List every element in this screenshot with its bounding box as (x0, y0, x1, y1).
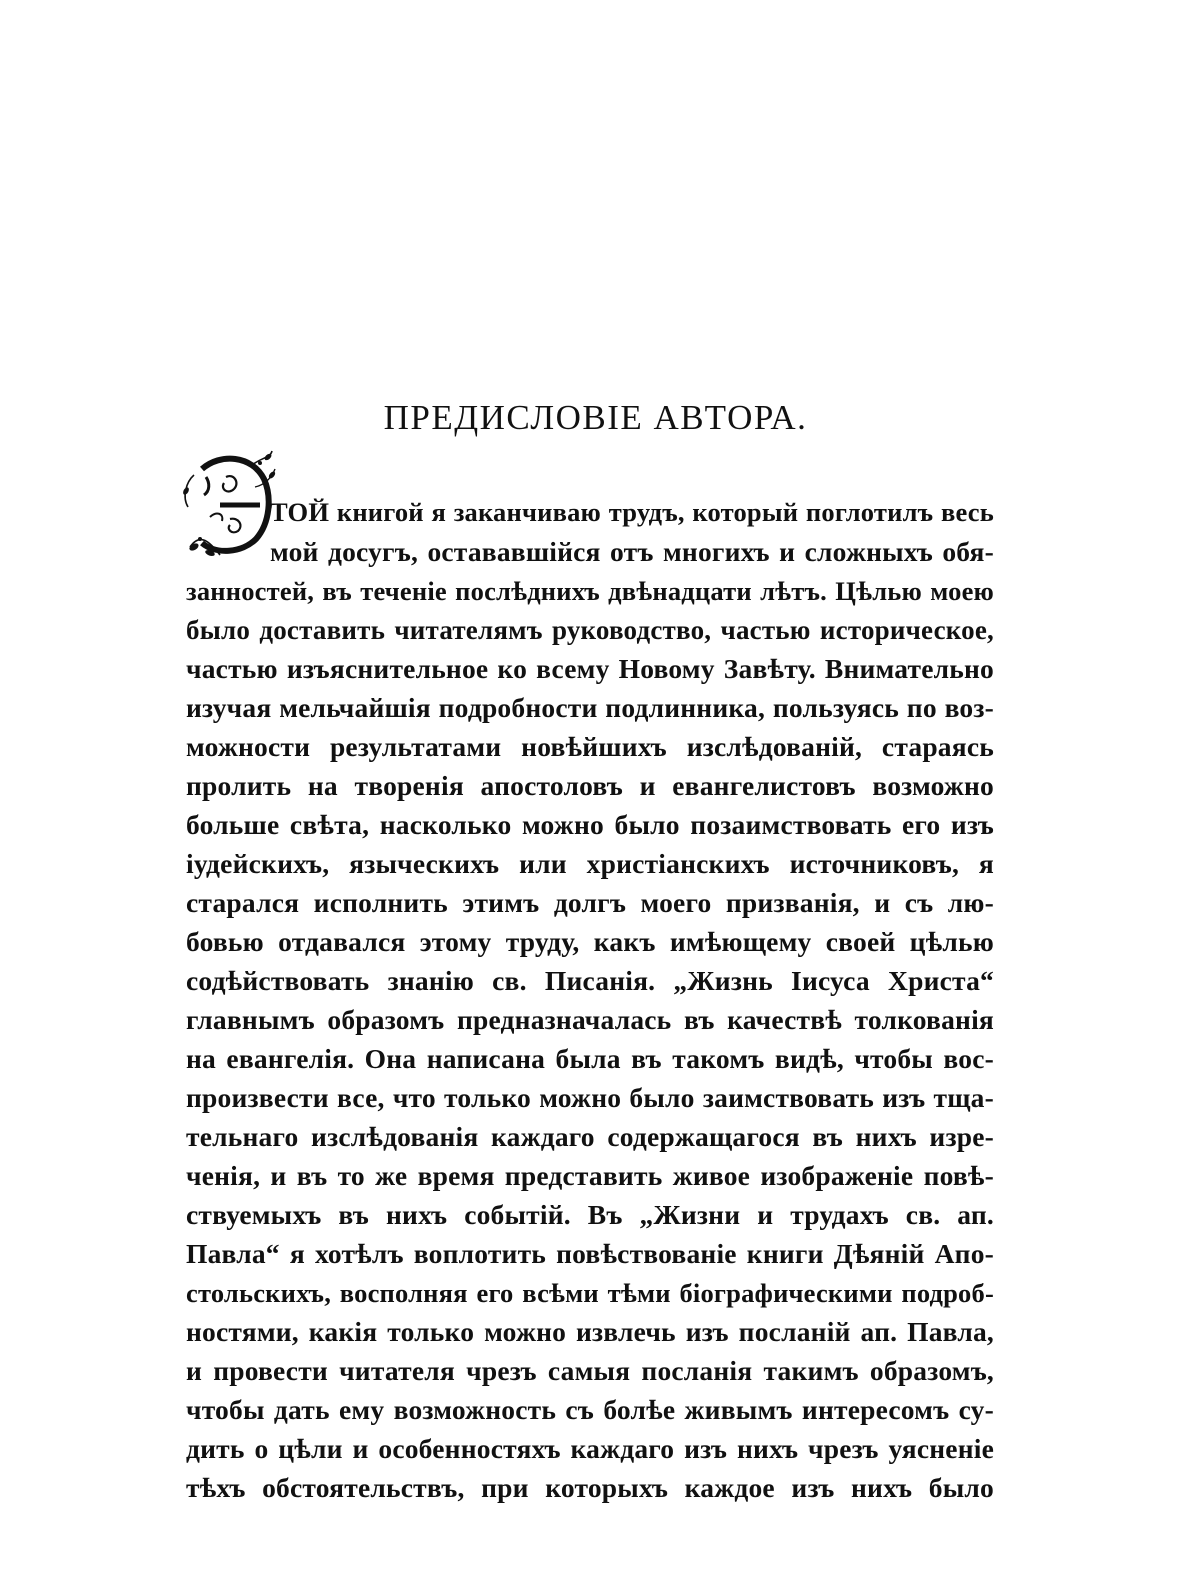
body-line: ностями, какія только можно извлечь изъ посланій ап. Павла, (186, 1316, 994, 1347)
page-title: ПРЕДИСЛОВІЕ АВТОРА. (383, 398, 808, 437)
body-line: ТОЙ книгой я заканчиваю трудъ, который поглотилъ весь (270, 497, 994, 527)
body-line: больше свѣта, насколько можно было позаимствовать его изъ (186, 809, 994, 840)
body-line: содѣйствовать знанію св. Писанія. „Жизнь Іисуса Христа“ (186, 965, 994, 996)
body-line: стольскихъ, восполняя его всѣми тѣми біографическими подроб- (186, 1278, 994, 1308)
body-line: частью изъяснительное ко всему Новому Завѣту. Внимательно (186, 653, 994, 684)
body-line: главнымъ образомъ предназначалась въ качествѣ толкованія (186, 1004, 994, 1035)
body-line: на евангелія. Она написана была въ такомъ видѣ, чтобы вос- (186, 1043, 994, 1074)
ornamental-initial-icon (180, 447, 278, 561)
body-line: ствуемыхъ въ нихъ событій. Въ „Жизни и трудахъ св. ап. (186, 1199, 994, 1230)
body-line: чтобы дать ему возможность съ болѣе живымъ интересомъ су- (186, 1394, 994, 1425)
body-line: занностей, въ теченіе послѣднихъ двѣнадцати лѣтъ. Цѣлью моею (186, 576, 994, 606)
body-line: бовью отдавался этому труду, какъ имѣющему своей цѣлью (186, 926, 994, 957)
body-line: дить о цѣли и особенностяхъ каждаго изъ нихъ чрезъ уясненіе (186, 1433, 994, 1464)
body-line: іудейскихъ, языческихъ или христіанскихъ источниковъ, я (186, 848, 994, 879)
body-line: пролить на творенія апостоловъ и евангелистовъ возможно (186, 770, 994, 801)
body-line: можности результатами новѣйшихъ изслѣдованій, стараясь (186, 731, 994, 762)
body-line: изучая мельчайшія подробности подлинника, пользуясь по воз- (186, 692, 994, 723)
body-line: ченія, и въ то же время представить живое изображеніе повѣ- (186, 1160, 994, 1191)
body-line: было доставить читателямъ руководство, частью историческое, (186, 615, 994, 645)
body-line: тѣхъ обстоятельствъ, при которыхъ каждое изъ нихъ было (186, 1472, 994, 1503)
body-line: и провести читателя чрезъ самыя посланія такимъ образомъ, (186, 1355, 994, 1386)
body-line: тельнаго изслѣдованія каждаго содержащагося въ нихъ изре- (186, 1121, 994, 1152)
body-line: мой досугъ, остававшійся отъ многихъ и сложныхъ обя- (270, 536, 994, 567)
body-line: произвести все, что только можно было заимствовать изъ тща- (186, 1082, 994, 1113)
body-line: старался исполнить этимъ долгъ моего призванія, и съ лю- (186, 887, 994, 918)
body-line: Павла“ я хотѣлъ воплотить повѣствованіе книги Дѣяній Апо- (186, 1238, 994, 1269)
